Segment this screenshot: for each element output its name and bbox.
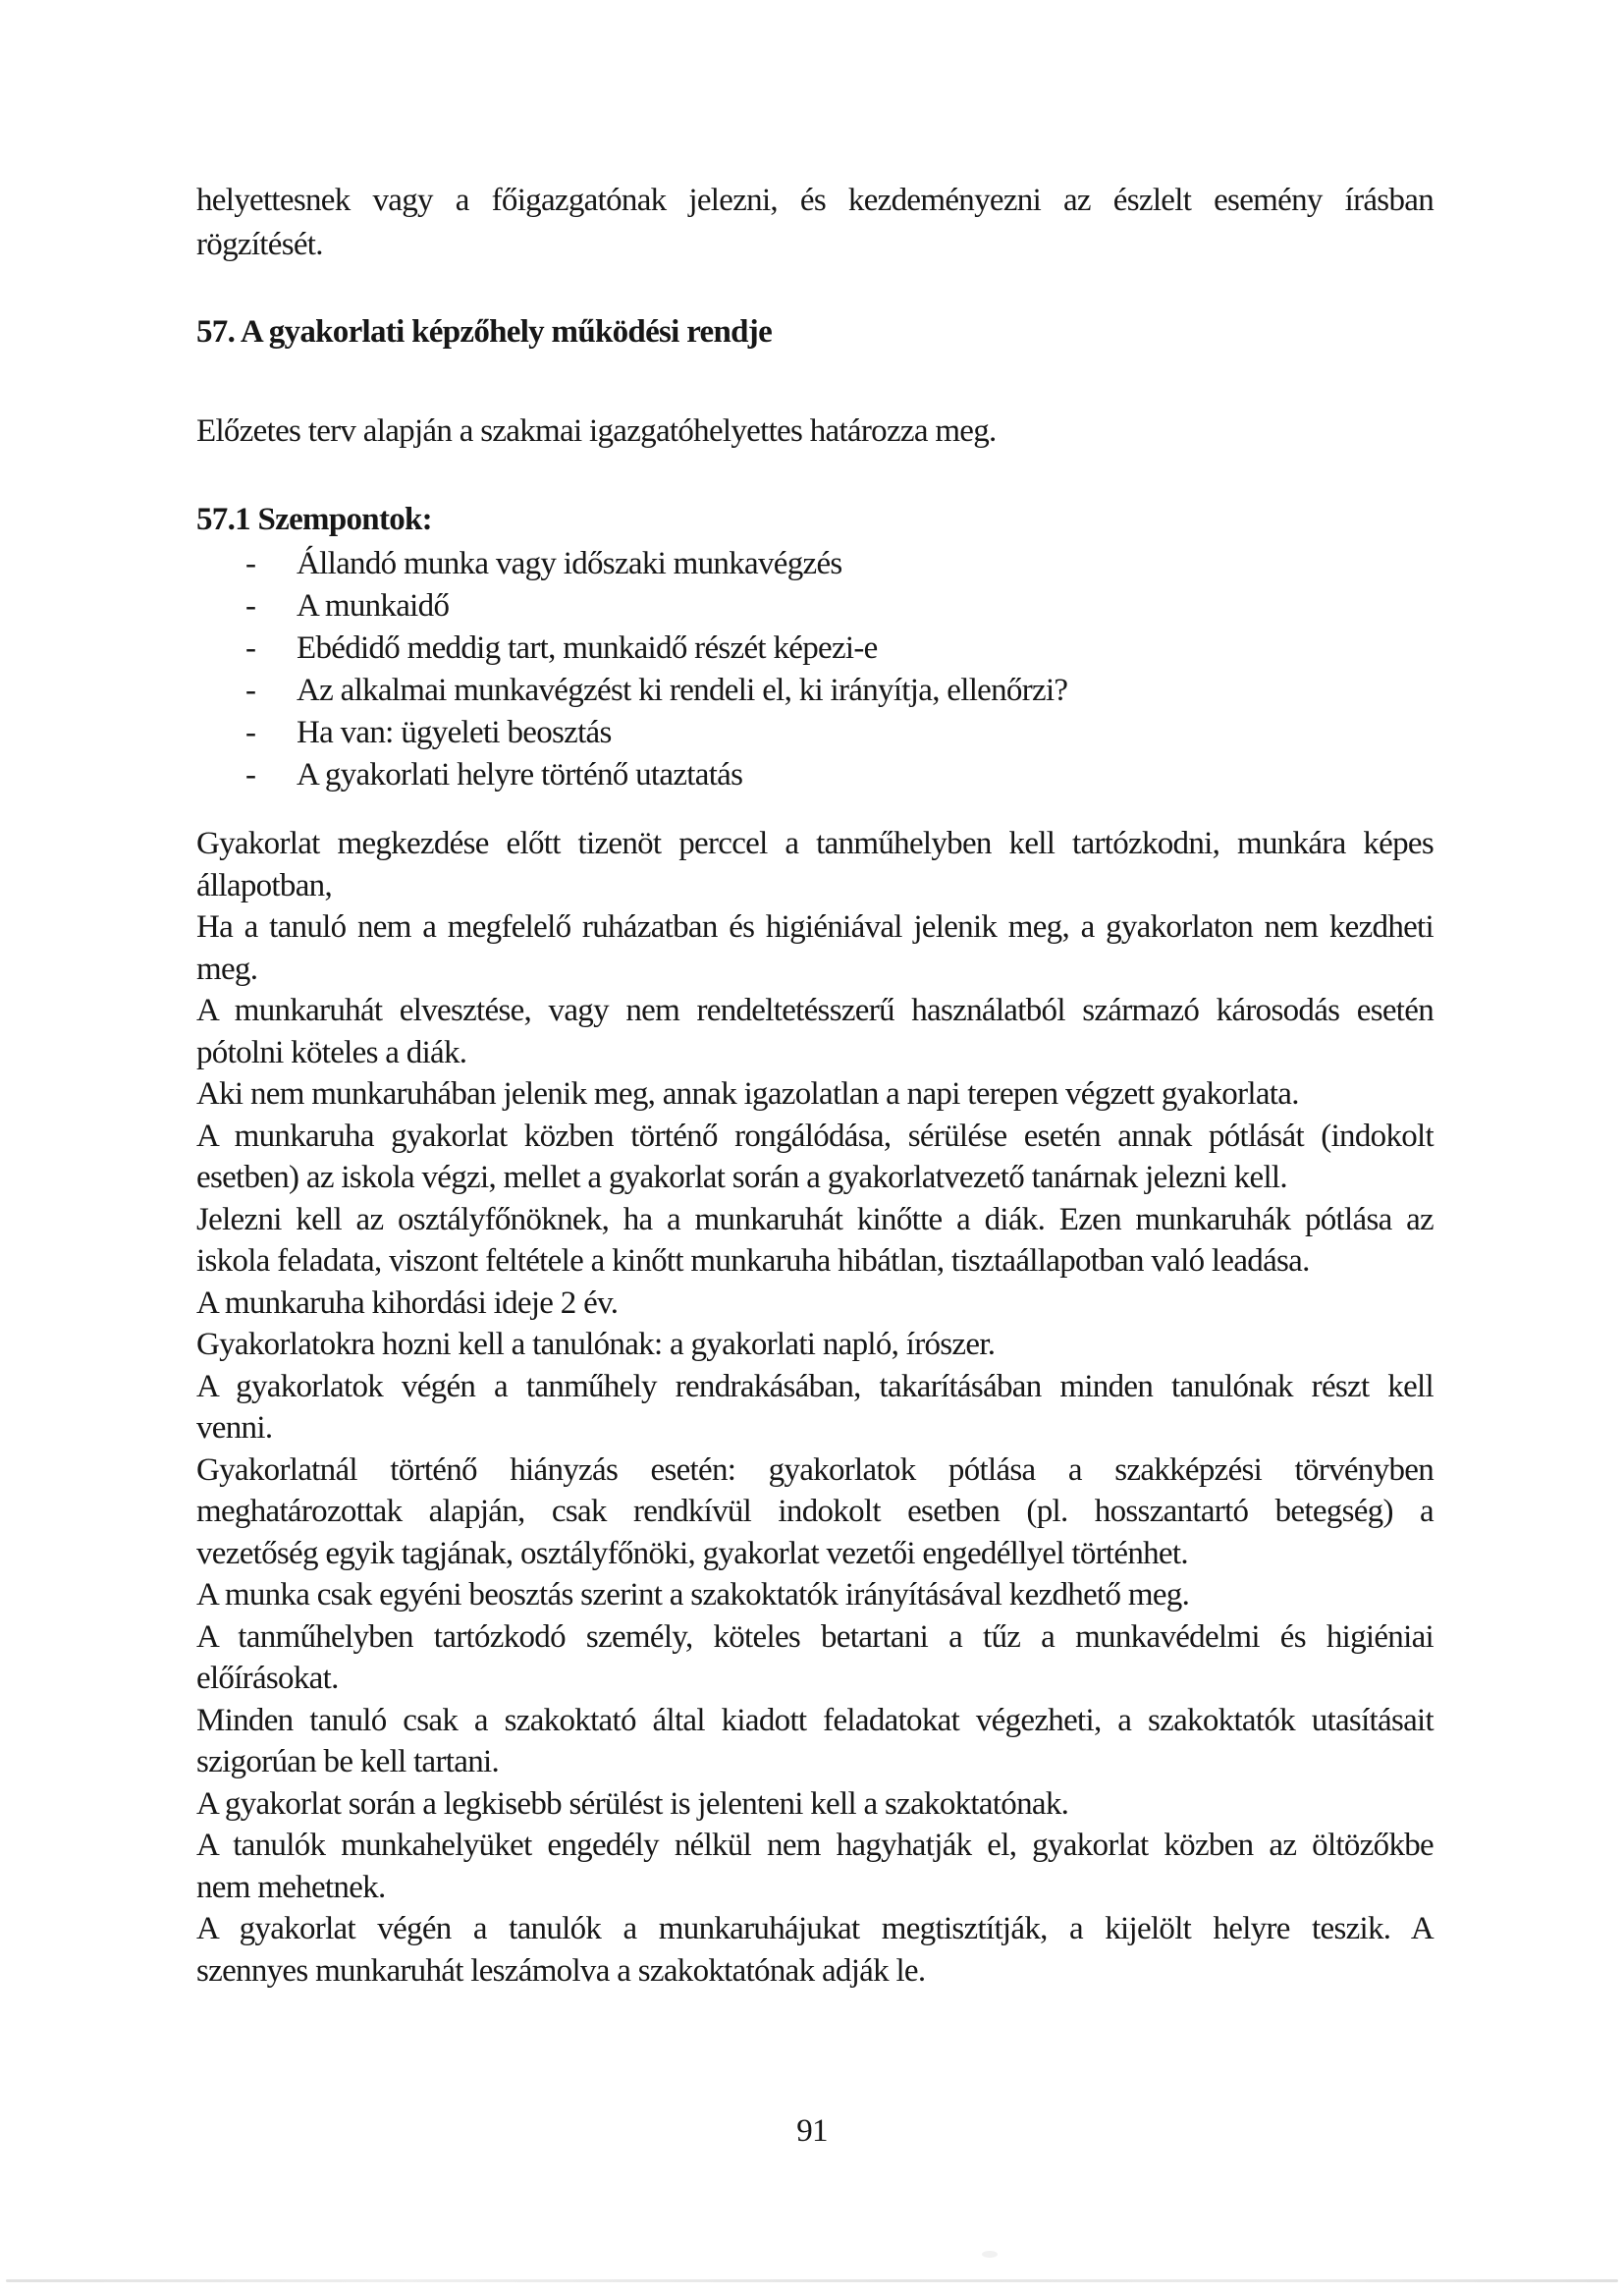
text-line: A munkaruhát elvesztése, vagy nem rendeltetésszerű használatból származó károsodás esetén bbox=[196, 993, 1434, 1028]
text-line: A tanműhelyben tartózkodó személy, köteles betartani a tűz a munkavédelmi és higiéniai bbox=[196, 1618, 1434, 1655]
bullet-text: Az alkalmai munkavégzést ki rendeli el, ki irányítja, ellenőrzi? bbox=[297, 673, 1068, 708]
text-line: A munkaruha gyakorlat közben történő rongálódása, sérülése esetén annak pótlását (indokolt bbox=[196, 1118, 1434, 1154]
lead-paragraph: Előzetes terv alapján a szakmai igazgatóhelyettes határozza meg. bbox=[196, 413, 997, 449]
bullet-dash: - bbox=[245, 546, 256, 581]
list-item bbox=[196, 628, 1434, 669]
text-line: venni. bbox=[196, 1410, 273, 1446]
text-line: állapotban, bbox=[196, 867, 332, 903]
bullet-dash: - bbox=[245, 630, 256, 666]
text-line: Gyakorlatnál történő hiányzás esetén: gyakorlatok pótlása a szakképzési törvényben bbox=[196, 1451, 1434, 1488]
text-line: előírásokat. bbox=[196, 1661, 339, 1696]
text-line: nem mehetnek. bbox=[196, 1869, 386, 1905]
list-item bbox=[196, 670, 1434, 711]
text-line: vezetőség egyik tagjának, osztályfőnöki, gyakorlat vezetői engedéllyel történhet. bbox=[196, 1535, 1188, 1571]
text-line: iskola feladata, viszont feltétele a kinőtt munkaruha hibátlan, tisztaállapotban való leadása. bbox=[196, 1243, 1310, 1279]
text-line: A munka csak egyéni beosztás szerint a szakoktatók irányításával kezdhető meg. bbox=[196, 1577, 1190, 1613]
scan-artifact-line bbox=[6, 2279, 1618, 2282]
bullet-dash: - bbox=[245, 673, 256, 708]
text-line: Gyakorlat megkezdése előtt tizenöt perccel a tanműhelyben kell tartózkodni, munkára képes bbox=[196, 826, 1434, 861]
bullet-text: Állandó munka vagy időszaki munkavégzés bbox=[297, 546, 842, 581]
list-item bbox=[196, 754, 1434, 795]
text-line: szigorúan be kell tartani. bbox=[196, 1744, 500, 1779]
text-line: meg. bbox=[196, 951, 258, 987]
list-item bbox=[196, 712, 1434, 753]
section-heading: 57. A gyakorlati képzőhely működési rendje bbox=[196, 314, 773, 350]
text-line: A gyakorlatok végén a tanműhely rendrakásában, takarításában minden tanulónak részt kell bbox=[196, 1368, 1434, 1404]
text-line: A tanulók munkahelyüket engedély nélkül nem hagyhatják el, gyakorlat közben az öltözőkbe bbox=[196, 1828, 1434, 1863]
text-line: A munkaruha kihordási ideje 2 év. bbox=[196, 1285, 619, 1321]
text-line: szennyes munkaruhát leszámolva a szakoktatónak adják le. bbox=[196, 1952, 926, 1989]
bullet-dash: - bbox=[245, 757, 256, 793]
page-number: 91 bbox=[796, 2113, 828, 2149]
bullet-dash: - bbox=[245, 588, 256, 624]
text-line: A gyakorlat végén a tanulók a munkaruhájukat megtisztítják, a kijelölt helyre teszik. A bbox=[196, 1911, 1434, 1946]
bullet-text: Ebédidő meddig tart, munkaidő részét képezi-e bbox=[297, 630, 878, 666]
text-line: esetben) az iskola végzi, mellet a gyakorlat során a gyakorlatvezető tanárnak jelezni kell. bbox=[196, 1160, 1287, 1195]
bullet-text: A munkaidő bbox=[297, 588, 450, 624]
list-item bbox=[196, 543, 1434, 584]
list-item bbox=[196, 585, 1434, 627]
bullet-text: Ha van: ügyeleti beosztás bbox=[297, 715, 612, 750]
text-line: helyettesnek vagy a főigazgatónak jelezni, és kezdeményezni az észlelt esemény írásban bbox=[196, 183, 1434, 218]
intro-paragraph bbox=[196, 180, 1434, 273]
bullet-dash: - bbox=[245, 715, 256, 750]
text-line: Jelezni kell az osztályfőnöknek, ha a munkaruhát kinőtte a diák. Ezen munkaruhák pótlása az bbox=[196, 1201, 1434, 1237]
text-line: Minden tanuló csak a szakoktató által kiadott feladatokat végezheti, a szakoktatók utasításait bbox=[196, 1702, 1434, 1738]
subsection-heading: 57.1 Szempontok: bbox=[196, 502, 432, 537]
text-line: meghatározottak alapján, csak rendkívül indokolt esetben (pl. hosszantartó betegség) a bbox=[196, 1494, 1434, 1529]
text-line: Ha a tanuló nem a megfelelő ruházatban és higiéniával jelenik meg, a gyakorlaton nem kezdheti bbox=[196, 909, 1434, 945]
body-paragraph bbox=[196, 823, 1434, 2001]
text-line: Aki nem munkaruhában jelenik meg, annak igazolatlan a napi terepen végzett gyakorlata. bbox=[196, 1076, 1299, 1112]
text-line: rögzítését. bbox=[196, 227, 323, 262]
bullet-list bbox=[196, 543, 1434, 800]
bullet-text: A gyakorlati helyre történő utaztatás bbox=[297, 757, 743, 793]
scan-speck-icon bbox=[982, 2251, 998, 2258]
text-line: A gyakorlat során a legkisebb sérülést is jelenteni kell a szakoktatónak. bbox=[196, 1785, 1069, 1822]
text-line: pótolni köteles a diák. bbox=[196, 1034, 467, 1070]
text-line: Gyakorlatokra hozni kell a tanulónak: a gyakorlati napló, írószer. bbox=[196, 1327, 996, 1362]
